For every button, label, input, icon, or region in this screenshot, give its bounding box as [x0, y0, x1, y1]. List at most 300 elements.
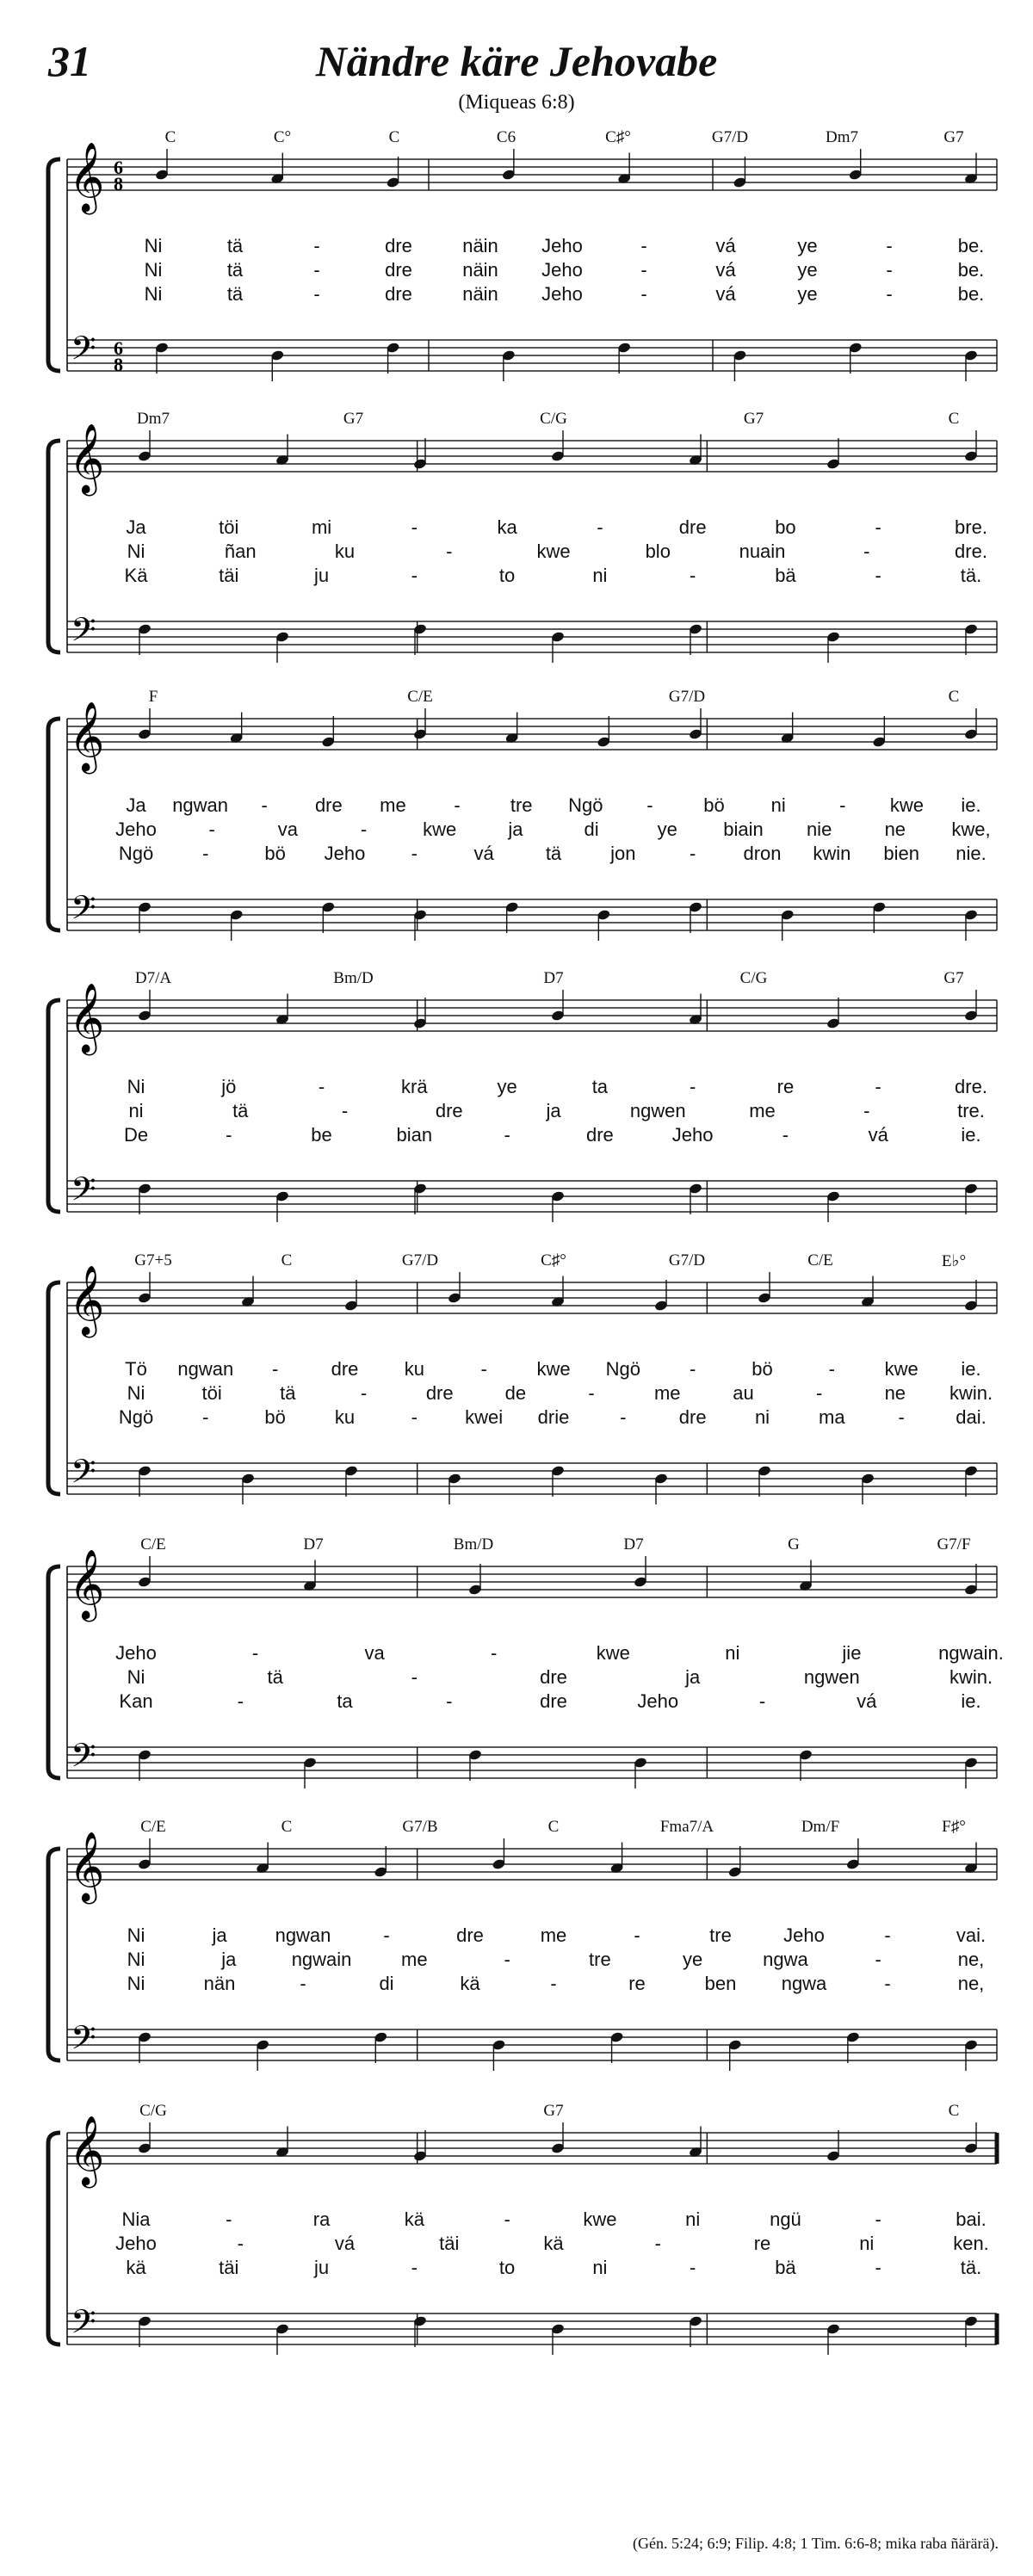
chord-symbol: C — [948, 410, 960, 428]
lyric-syllable: ken. — [953, 2233, 989, 2254]
lyric-syllable: Ni — [127, 541, 145, 562]
chord-symbol: C — [281, 1818, 293, 1836]
time-signature-top: 6 — [114, 337, 123, 359]
lyric-syllable: ye — [797, 235, 818, 256]
lyric-syllable: be — [311, 1124, 332, 1146]
lyric-hyphen: - — [875, 1076, 881, 1097]
bass-clef-icon: 𝄢 — [71, 2302, 96, 2349]
lyric-syllable: dre — [456, 1924, 484, 1946]
chord-symbol: Bm/D — [333, 969, 374, 987]
lyric-syllable: me — [540, 1924, 567, 1946]
lyric-syllable: täi — [219, 565, 239, 586]
lyric-syllable: kä — [460, 1973, 480, 1994]
lyric-syllable: ka — [497, 516, 517, 538]
chord-symbol: G7 — [943, 128, 964, 146]
lyric-syllable: ja — [212, 1924, 227, 1946]
lyric-syllable: De — [123, 1124, 149, 1146]
lyric-hyphen: - — [689, 843, 696, 864]
lyric-hyphen: - — [898, 1406, 905, 1428]
lyric-syllable: tre — [709, 1924, 732, 1946]
lyric-syllable: dre — [385, 283, 412, 305]
lyric-syllable: dre — [314, 794, 343, 816]
lyric-syllable: Jeho — [541, 283, 583, 305]
lyric-syllable: Ja — [126, 516, 146, 538]
lyric-syllable: tre. — [957, 1100, 985, 1121]
lyric-hyphen: - — [597, 516, 603, 538]
lyric-hyphen: - — [550, 1973, 557, 1994]
treble-clef-icon: 𝄞 — [69, 2115, 105, 2185]
lyric-syllable: ra — [312, 2208, 331, 2230]
lyric-syllable: me — [653, 1382, 681, 1404]
chord-symbol: G7 — [343, 410, 364, 428]
chord-symbol: G — [788, 1535, 800, 1554]
lyric-syllable: dre — [540, 1666, 567, 1688]
lyric-syllable: kwe — [536, 1358, 571, 1380]
bass-staff — [67, 329, 997, 375]
lyric-syllable: näin — [462, 283, 498, 305]
lyric-syllable: täi — [439, 2233, 460, 2254]
lyric-syllable: Ni — [144, 235, 163, 256]
chord-symbol: C — [547, 1818, 560, 1836]
lyric-syllable: Kä — [124, 565, 148, 586]
lyric-hyphen: - — [634, 1924, 640, 1946]
lyric-syllable: töi — [201, 1382, 222, 1404]
music-system — [41, 2102, 999, 2365]
lyric-syllable: ku — [334, 1406, 356, 1428]
treble-staff — [67, 1831, 997, 1904]
treble-clef-icon: 𝄞 — [69, 1548, 105, 1619]
lyric-syllable: krä — [401, 1076, 428, 1097]
lyric-syllable: bö — [752, 1358, 773, 1380]
system-brace — [48, 2133, 60, 2344]
lyric-syllable: ma — [819, 1406, 845, 1428]
staff-system-svg — [41, 974, 999, 1232]
lyric-syllable: vai. — [956, 1924, 987, 1946]
lyric-syllable: to — [498, 2257, 516, 2278]
lyric-syllable: ngwa — [781, 1973, 827, 1994]
lyric-syllable: Ni — [127, 1949, 145, 1970]
lyric-syllable: ie. — [961, 794, 981, 816]
lyric-hyphen: - — [226, 1124, 232, 1146]
lyric-syllable: to — [498, 565, 516, 586]
lyric-syllable: nie. — [956, 843, 987, 864]
staff-system-svg — [41, 2107, 999, 2365]
lyric-syllable: Ni — [127, 1076, 145, 1097]
chord-symbol: C/G — [540, 410, 567, 428]
lyric-syllable: vá — [857, 1690, 877, 1712]
lyric-syllable: biain — [723, 819, 764, 840]
chord-symbol: C♯° — [605, 128, 631, 146]
lyric-syllable: vá — [334, 2233, 356, 2254]
lyric-syllable: bä — [775, 565, 796, 586]
lyric-syllable: bö — [264, 843, 286, 864]
lyric-syllable: nuain — [739, 541, 786, 562]
lyric-hyphen: - — [875, 2208, 881, 2230]
lyric-hyphen: - — [689, 2257, 696, 2278]
lyric-syllable: tre — [589, 1949, 611, 1970]
lyric-syllable: jie — [842, 1642, 862, 1664]
chord-symbol: Fma7/A — [659, 1818, 714, 1836]
lyric-syllable: ngwan — [177, 1358, 234, 1380]
lyric-syllable: Ni — [127, 1382, 145, 1404]
chord-symbol: C/E — [407, 688, 433, 706]
lyric-syllable: ni — [770, 794, 786, 816]
chord-symbol: F — [148, 688, 158, 706]
lyric-syllable: ja — [508, 819, 523, 840]
lyric-syllable: bian — [396, 1124, 433, 1146]
bass-staff — [67, 2302, 997, 2349]
treble-clef-icon: 𝄞 — [69, 141, 105, 212]
lyric-syllable: ngwa — [763, 1949, 808, 1970]
lyric-hyphen: - — [588, 1382, 595, 1404]
lyric-syllable: ju — [313, 565, 330, 586]
lyric-syllable: Ni — [144, 259, 163, 281]
lyric-syllable: jö — [221, 1076, 237, 1097]
lyric-hyphen: - — [875, 2257, 881, 2278]
chord-symbol: D7 — [623, 1535, 644, 1554]
lyric-syllable: ngwain. — [938, 1642, 1004, 1664]
lyric-syllable: tre — [510, 794, 533, 816]
lyric-syllable: ie. — [961, 1124, 981, 1146]
lyric-syllable: va — [277, 819, 298, 840]
lyric-syllable: Ngö — [605, 1358, 641, 1380]
lyric-syllable: me — [380, 794, 406, 816]
lyric-syllable: ngwan — [275, 1924, 331, 1946]
lyric-hyphen: - — [689, 565, 696, 586]
lyric-syllable: ni — [725, 1642, 740, 1664]
lyric-syllable: dre — [385, 259, 412, 281]
lyric-syllable: Ni — [144, 283, 163, 305]
lyric-hyphen: - — [689, 1358, 696, 1380]
lyric-syllable: re — [628, 1973, 646, 1994]
lyric-syllable: Ni — [127, 1924, 145, 1946]
lyric-syllable: ku — [334, 541, 356, 562]
lyric-syllable: au — [733, 1382, 754, 1404]
lyric-syllable: vá — [715, 235, 736, 256]
lyric-syllable: Ngö — [568, 794, 603, 816]
chord-symbol: G7 — [743, 410, 764, 428]
lyric-syllable: dai. — [956, 1406, 987, 1428]
lyric-syllable: vá — [715, 283, 736, 305]
lyric-syllable: kwin. — [949, 1382, 993, 1404]
lyric-syllable: drie — [537, 1406, 570, 1428]
chord-symbol: C — [388, 128, 400, 146]
chord-symbol: C/E — [140, 1535, 166, 1554]
lyric-syllable: ye — [497, 1076, 517, 1097]
chord-symbol: C/G — [139, 2102, 167, 2120]
lyric-hyphen: - — [884, 1924, 891, 1946]
lyric-syllable: vá — [473, 843, 494, 864]
lyric-syllable: Tö — [125, 1358, 147, 1380]
lyric-syllable: kwin — [813, 843, 851, 864]
lyric-syllable: di — [584, 819, 599, 840]
chord-symbol: C — [281, 1251, 293, 1269]
lyric-hyphen: - — [300, 1973, 306, 1994]
bass-clef-icon: 𝄢 — [71, 610, 96, 657]
lyric-syllable: blo — [645, 541, 671, 562]
chord-symbol: Dm/F — [801, 1818, 840, 1836]
lyric-syllable: dre — [585, 1124, 614, 1146]
lyric-hyphen: - — [411, 2257, 418, 2278]
chord-symbol: C — [948, 688, 960, 706]
lyric-syllable: kä — [126, 2257, 146, 2278]
lyric-hyphen: - — [620, 1406, 627, 1428]
treble-staff — [67, 1264, 997, 1337]
hymn-subtitle: (Miqueas 6:8) — [458, 91, 575, 114]
lyric-syllable: ni — [592, 2257, 608, 2278]
lyric-syllable: Nia — [121, 2208, 151, 2230]
lyric-syllable: näin — [462, 235, 498, 256]
chord-symbol: C/E — [140, 1818, 166, 1836]
chord-symbol: Dm7 — [826, 128, 858, 146]
bass-clef-icon: 𝄢 — [71, 1170, 96, 1216]
lyric-syllable: Jeho — [115, 819, 157, 840]
treble-clef-icon: 𝄞 — [69, 1831, 105, 1901]
lyric-syllable: Ja — [126, 794, 146, 816]
lyric-hyphen: - — [504, 1949, 510, 1970]
treble-clef-icon: 𝄞 — [69, 1264, 105, 1335]
chord-symbol: D7 — [303, 1535, 324, 1554]
lyric-hyphen: - — [863, 541, 870, 562]
lyric-syllable: mi — [311, 516, 332, 538]
music-system — [41, 410, 999, 673]
footer-references: (Gén. 5:24; 6:9; Filip. 4:8; 1 Tim. 6:6-8; mika raba ñärärä). — [633, 2535, 999, 2552]
lyric-syllable: dron — [743, 843, 782, 864]
lyric-hyphen: - — [411, 516, 418, 538]
lyric-syllable: ni — [685, 2208, 701, 2230]
lyric-hyphen: - — [782, 1124, 789, 1146]
lyric-syllable: nie — [806, 819, 832, 840]
lyric-syllable: ni — [592, 565, 608, 586]
bass-staff — [67, 1736, 997, 1782]
lyric-syllable: me — [749, 1100, 776, 1121]
lyric-hyphen: - — [480, 1358, 487, 1380]
lyric-syllable: töi — [219, 516, 239, 538]
bass-staff — [67, 888, 997, 935]
hymn-title: Nändre käre Jehovabe — [315, 37, 718, 85]
lyric-syllable: bä — [775, 2257, 796, 2278]
chord-symbol: F♯° — [942, 1818, 966, 1836]
chord-symbol: Bm/D — [453, 1535, 494, 1554]
lyric-hyphen: - — [863, 1100, 870, 1121]
lyric-syllable: ja — [685, 1666, 701, 1688]
lyric-syllable: kwei — [465, 1406, 504, 1428]
lyric-syllable: Jeho — [541, 235, 583, 256]
treble-clef-icon: 𝄞 — [69, 701, 105, 771]
chord-symbol: G7+5 — [134, 1251, 172, 1269]
lyric-syllable: Jeho — [324, 843, 366, 864]
lyric-hyphen: - — [491, 1642, 498, 1664]
chord-symbol: G7 — [943, 969, 964, 987]
lyric-syllable: ngwan — [172, 794, 229, 816]
chord-symbol: C/G — [739, 969, 768, 987]
lyric-syllable: tä — [545, 843, 562, 864]
lyric-syllable: bö — [264, 1406, 286, 1428]
chord-symbol: G7 — [543, 2102, 564, 2120]
lyric-syllable: ne, — [957, 1949, 985, 1970]
lyric-syllable: dre — [678, 516, 707, 538]
lyric-hyphen: - — [454, 794, 461, 816]
lyric-syllable: bo — [775, 516, 796, 538]
lyric-syllable: tä. — [960, 2257, 982, 2278]
lyric-syllable: ngü — [770, 2208, 801, 2230]
chord-symbol: C/E — [807, 1251, 833, 1269]
chord-symbol: C — [948, 2102, 960, 2120]
lyric-hyphen: - — [884, 1973, 891, 1994]
bass-staff — [67, 2018, 997, 2065]
lyric-syllable: dre. — [955, 1076, 987, 1097]
lyric-syllable: Ngö — [118, 1406, 154, 1428]
music-system — [41, 1535, 1004, 1799]
lyric-syllable: be. — [957, 235, 985, 256]
lyric-syllable: dre — [678, 1406, 707, 1428]
time-signature-bottom: 8 — [114, 354, 123, 375]
lyric-syllable: kä — [543, 2233, 564, 2254]
lyric-hyphen: - — [313, 283, 320, 305]
lyric-syllable: re — [753, 2233, 771, 2254]
lyric-syllable: tä — [267, 1666, 283, 1688]
lyric-hyphen: - — [828, 1358, 835, 1380]
lyric-hyphen: - — [226, 2208, 232, 2230]
lyric-hyphen: - — [202, 1406, 209, 1428]
lyric-hyphen: - — [875, 1949, 881, 1970]
lyric-hyphen: - — [383, 1924, 390, 1946]
music-system — [41, 688, 999, 951]
lyric-syllable: ja — [221, 1949, 237, 1970]
lyric-syllable: kwe — [596, 1642, 630, 1664]
lyric-syllable: kwe — [536, 541, 571, 562]
lyric-syllable: tä — [280, 1382, 296, 1404]
lyric-hyphen: - — [839, 794, 846, 816]
chord-symbol: G7/D — [401, 1251, 439, 1269]
lyric-hyphen: - — [360, 1382, 368, 1404]
lyric-hyphen: - — [237, 1690, 244, 1712]
lyric-syllable: ben — [704, 1973, 737, 1994]
lyric-syllable: ni — [128, 1100, 144, 1121]
lyric-syllable: vá — [715, 259, 736, 281]
lyric-hyphen: - — [313, 235, 320, 256]
lyric-hyphen: - — [815, 1382, 823, 1404]
lyric-syllable: Kan — [119, 1690, 153, 1712]
lyric-syllable: be. — [957, 283, 985, 305]
lyric-syllable: ta — [591, 1076, 609, 1097]
lyric-syllable: dre — [331, 1358, 359, 1380]
lyric-syllable: Ni — [127, 1973, 145, 1994]
lyric-syllable: ie. — [961, 1690, 981, 1712]
lyric-hyphen: - — [411, 1666, 418, 1688]
lyric-syllable: Jeho — [115, 2233, 157, 2254]
music-system — [41, 1251, 999, 1515]
lyric-syllable: jon — [610, 843, 636, 864]
lyric-syllable: dre. — [955, 541, 987, 562]
lyric-syllable: bö — [703, 794, 725, 816]
lyric-syllable: ie. — [961, 1358, 981, 1380]
staff-system-svg — [41, 133, 999, 392]
hymn-number: 31 — [48, 37, 91, 85]
lyric-syllable: tä. — [960, 565, 982, 586]
lyric-syllable: bien — [883, 843, 919, 864]
bass-staff — [67, 610, 997, 657]
lyric-hyphen: - — [208, 819, 215, 840]
lyric-hyphen: - — [202, 843, 209, 864]
system-brace — [48, 1000, 60, 1212]
lyric-syllable: nän — [203, 1973, 236, 1994]
chord-symbol: G7/B — [402, 1818, 438, 1836]
lyric-hyphen: - — [411, 1406, 418, 1428]
treble-clef-icon: 𝄞 — [69, 982, 105, 1053]
lyric-syllable: ñan — [224, 541, 257, 562]
lyric-syllable: ye — [797, 259, 818, 281]
lyric-hyphen: - — [640, 235, 647, 256]
lyric-hyphen: - — [261, 794, 268, 816]
lyric-syllable: ne — [884, 819, 906, 840]
treble-staff — [67, 423, 997, 496]
bass-staff — [67, 1452, 997, 1498]
lyric-syllable: Jeho — [783, 1924, 825, 1946]
chord-symbol: G7/D — [711, 128, 749, 146]
lyric-hyphen: - — [504, 1124, 510, 1146]
lyric-syllable: dre — [540, 1690, 567, 1712]
chord-symbol: G7/F — [937, 1535, 971, 1554]
chord-symbol: C — [164, 128, 176, 146]
lyric-hyphen: - — [237, 2233, 244, 2254]
lyric-syllable: ni — [754, 1406, 770, 1428]
lyric-syllable: bai. — [956, 2208, 987, 2230]
lyric-syllable: ku — [404, 1358, 424, 1380]
lyric-syllable: Ni — [127, 1666, 145, 1688]
system-brace — [48, 159, 60, 371]
system-brace — [48, 1849, 60, 2060]
lyric-hyphen: - — [360, 819, 368, 840]
lyric-hyphen: - — [504, 2208, 510, 2230]
lyric-hyphen: - — [654, 2233, 661, 2254]
lyric-syllable: dre — [435, 1100, 463, 1121]
lyric-hyphen: - — [271, 1358, 279, 1380]
lyric-syllable: di — [379, 1973, 394, 1994]
lyric-hyphen: - — [318, 1076, 325, 1097]
lyric-hyphen: - — [886, 235, 893, 256]
lyric-syllable: ye — [657, 819, 677, 840]
lyric-syllable: kwe, — [951, 819, 991, 840]
lyric-hyphen: - — [886, 283, 893, 305]
lyric-syllable: Jeho — [637, 1690, 679, 1712]
chord-symbol: D7/A — [134, 969, 172, 987]
lyric-hyphen: - — [446, 541, 453, 562]
lyric-syllable: dre — [425, 1382, 454, 1404]
lyric-syllable: ju — [313, 2257, 330, 2278]
lyric-hyphen: - — [411, 843, 418, 864]
lyric-syllable: kwe — [884, 1358, 919, 1380]
music-system — [41, 128, 999, 392]
lyric-syllable: ne — [884, 1382, 906, 1404]
lyric-syllable: vá — [868, 1124, 888, 1146]
treble-staff — [67, 2115, 997, 2188]
bass-staff — [67, 1170, 997, 1216]
treble-staff — [67, 982, 997, 1055]
lyric-syllable: kwin. — [949, 1666, 993, 1688]
bass-clef-icon: 𝄢 — [71, 329, 96, 375]
system-brace — [48, 1566, 60, 1778]
lyric-hyphen: - — [251, 1642, 259, 1664]
bass-clef-icon: 𝄢 — [71, 1736, 96, 1782]
lyric-syllable: tä — [226, 259, 244, 281]
lyric-syllable: ngwain — [291, 1949, 352, 1970]
staff-system-svg — [41, 415, 999, 673]
music-system — [41, 969, 999, 1232]
chord-symbol: G7/D — [668, 1251, 706, 1269]
lyric-syllable: bre. — [955, 516, 987, 538]
chord-symbol: D7 — [543, 969, 564, 987]
